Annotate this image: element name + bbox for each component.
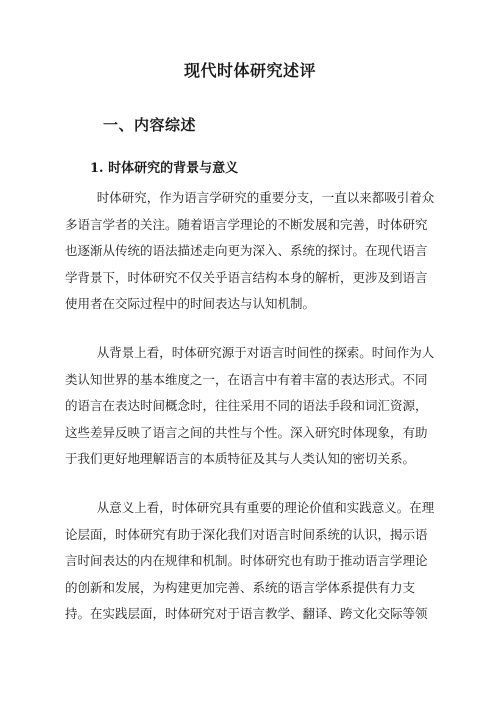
paragraph-line: 持。在实践层面，时体研究对于语言教学、翻译、跨文化交际等领 (65, 606, 428, 621)
paragraph-background (65, 340, 440, 473)
paragraph-line: 学背景下，时体研究不仅关乎语言结构本身的解析，更涉及到语言 (65, 269, 428, 285)
paragraph-line: 论层面，时体研究有助于深化我们对语言时间系统的认识，揭示语 (65, 526, 428, 542)
paragraph-line: 多语言学者的关注。随着语言学理论的不断发展和完善，时体研究 (65, 216, 428, 232)
paragraph-line: 从背景上看，时体研究源于对语言时间性的探索。时间作为人 (65, 345, 435, 360)
paragraph-line: 从意义上看，时体研究具有重要的理论价值和实践意义。在理 (65, 500, 435, 515)
document-title: 现代时体研究述评 (183, 61, 316, 80)
paragraph-line: 使用者在交际过程中的时间表达与认知机制。 (65, 296, 316, 311)
paragraph-line: 也逐渐从传统的语法描述走向更为深入、系统的探讨。在现代语言 (65, 243, 428, 258)
paragraph-line: 类认知世界的基本维度之一，在语言中有着丰富的表达形式。不同 (65, 371, 428, 387)
paragraph-line: 时体研究，作为语言学研究的重要分支，一直以来都吸引着众 (65, 190, 435, 205)
paragraph-line: 的创新和发展，为构建更加完善、系统的语言学体系提供有力支 (65, 579, 416, 595)
section-heading: 一、内容综述 (103, 116, 197, 134)
paragraph-line: 的语言在表达时间概念时，往往采用不同的语法手段和词汇资源， (65, 398, 428, 413)
paragraph-significance (65, 495, 440, 628)
subsection-heading: 1. 时体研究的背景与意义 (90, 161, 239, 176)
paragraph-line: 言时间表达的内在规律和机制。时体研究也有助于推动语言学理论 (65, 553, 428, 568)
paragraph-line: 这些差异反映了语言之间的共性与个性。深入研究时体现象，有助 (65, 424, 428, 440)
paragraph-background-intro (65, 185, 440, 318)
paragraph-line: 于我们更好地理解语言的本质特征及其与人类认知的密切关系。 (65, 451, 416, 466)
